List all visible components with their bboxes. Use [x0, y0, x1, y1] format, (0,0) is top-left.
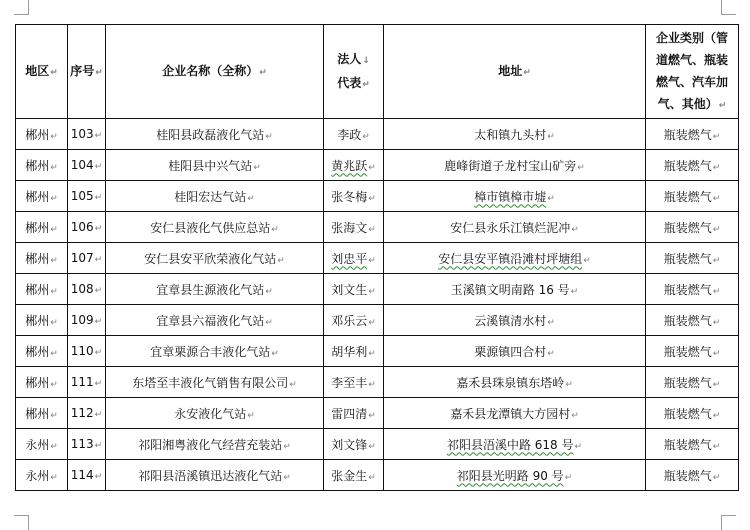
cell-rep: 刘文锋↵	[324, 429, 384, 460]
cell-address: 嘉禾县珠泉镇东塔岭↵	[384, 367, 646, 398]
cell-category: 瓶装燃气↵	[646, 181, 739, 212]
header-seq: 序号↵	[68, 25, 106, 119]
cell-seq-text: 114	[70, 468, 94, 482]
cell-category-text: 瓶装燃气	[663, 313, 712, 328]
cell-rep-text: 黄兆跃	[331, 158, 368, 173]
cell-company: 祁阳县浯溪镇迅达液化气站↵	[106, 460, 324, 491]
cell-seq-text: 110	[70, 344, 94, 358]
cell-company: 祁阳湘粤液化气经营充装站↵	[106, 429, 324, 460]
header-category-line3: 燃气、汽车加	[655, 74, 728, 89]
cell-region: 郴州↵	[16, 305, 68, 336]
cell-rep-text: 张海文	[331, 220, 368, 235]
table-row	[16, 429, 739, 460]
cell-region: 永州↵	[16, 429, 68, 460]
cell-address: 樟市镇樟市墟↵	[384, 181, 646, 212]
header-rep-line2: 代表↵	[337, 75, 370, 90]
cell-rep: 张金生↵	[324, 460, 384, 491]
header-company: 企业名称（全称）↵	[106, 25, 324, 119]
cell-category: 瓶装燃气↵	[646, 119, 739, 150]
cell-address: 安仁县安平镇沿滩村坪塘组↵	[384, 243, 646, 274]
cell-company: 宜章县生源液化气站↵	[106, 274, 324, 305]
cell-region-text: 郴州	[25, 344, 50, 359]
table-row	[16, 181, 739, 212]
cell-rep-text: 邓乐云	[331, 313, 368, 328]
cell-category-text: 瓶装燃气	[663, 127, 712, 142]
cell-category: 瓶装燃气↵	[646, 274, 739, 305]
cell-address-text: 鹿峰街道子龙村宝山矿旁	[444, 158, 577, 173]
cell-seq: 107↵	[68, 243, 106, 274]
cell-seq: 110↵	[68, 336, 106, 367]
cell-company-text: 永安液化气站	[174, 406, 247, 421]
cell-category-text: 瓶装燃气	[663, 282, 712, 297]
cell-category: 瓶装燃气↵	[646, 150, 739, 181]
cell-rep: 张海文↵	[324, 212, 384, 243]
cell-address-text: 云溪镇清水村	[474, 313, 547, 328]
cell-address: 玉溪镇文明南路 16 号↵	[384, 274, 646, 305]
cell-address-text: 太和镇九头村	[474, 127, 547, 142]
cell-seq: 104↵	[68, 150, 106, 181]
cell-seq: 112↵	[68, 398, 106, 429]
header-category	[646, 25, 739, 119]
cell-region: 郴州↵	[16, 181, 68, 212]
cell-rep: 黄兆跃↵	[324, 150, 384, 181]
cell-seq: 109↵	[68, 305, 106, 336]
cell-seq-text: 109	[70, 313, 94, 327]
cell-company: 安仁县安平欣荣液化气站↵	[106, 243, 324, 274]
cell-region-text: 郴州	[25, 406, 50, 421]
cell-company-text: 桂阳县中兴气站	[168, 158, 253, 173]
table-row	[16, 398, 739, 429]
cell-address-text: 安仁县安平镇沿滩村坪塘组	[438, 251, 583, 266]
cell-address: 祁阳县浯溪中路 618 号↵	[384, 429, 646, 460]
cell-company-text: 宜章县六福液化气站	[156, 313, 265, 328]
cell-address: 栗源镇四合村↵	[384, 336, 646, 367]
cell-company-text: 东塔至丰液化气销售有限公司	[132, 375, 289, 390]
cell-address-text: 安仁县永乐江镇烂泥冲	[450, 220, 571, 235]
cell-address-text: 嘉禾县珠泉镇东塔岭	[456, 375, 565, 390]
cell-category: 瓶装燃气↵	[646, 367, 739, 398]
cell-category-text: 瓶装燃气	[663, 158, 712, 173]
cell-category-text: 瓶装燃气	[663, 406, 712, 421]
cell-category: 瓶装燃气↵	[646, 460, 739, 491]
cell-region: 郴州↵	[16, 212, 68, 243]
cell-seq: 105↵	[68, 181, 106, 212]
cell-rep: 雷四清↵	[324, 398, 384, 429]
cell-rep-text: 刘文生	[331, 282, 368, 297]
cell-category: 瓶装燃气↵	[646, 212, 739, 243]
cell-rep-text: 刘忠平	[331, 251, 368, 266]
page-corner-mark-top-left	[14, 0, 29, 15]
header-rep	[324, 25, 384, 119]
cell-company-text: 安仁县液化气供应总站	[150, 220, 271, 235]
cell-company-text: 宜章栗源合丰液化气站	[150, 344, 271, 359]
table-row	[16, 150, 739, 181]
table-row	[16, 119, 739, 150]
cell-company: 宜章县六福液化气站↵	[106, 305, 324, 336]
cell-address-text: 樟市镇樟市墟	[474, 189, 547, 204]
cell-category-text: 瓶装燃气	[663, 468, 712, 483]
cell-company: 东塔至丰液化气销售有限公司↵	[106, 367, 324, 398]
cell-seq: 113↵	[68, 429, 106, 460]
cell-category: 瓶装燃气↵	[646, 336, 739, 367]
cell-rep: 邓乐云↵	[324, 305, 384, 336]
cell-rep: 刘忠平↵	[324, 243, 384, 274]
cell-seq: 114↵	[68, 460, 106, 491]
cell-category: 瓶装燃气↵	[646, 398, 739, 429]
cell-rep-text: 胡华利	[331, 344, 368, 359]
table-row	[16, 274, 739, 305]
cell-rep-text: 李至丰	[331, 375, 368, 390]
cell-seq: 103↵	[68, 119, 106, 150]
cell-region: 郴州↵	[16, 119, 68, 150]
cell-seq-text: 108	[70, 282, 94, 296]
cell-category: 瓶装燃气↵	[646, 243, 739, 274]
cell-category-text: 瓶装燃气	[663, 375, 712, 390]
cell-company: 桂阳县政磊液化气站↵	[106, 119, 324, 150]
cell-seq-text: 111	[70, 375, 94, 389]
cell-company-text: 祁阳湘粤液化气经营充装站	[138, 437, 283, 452]
table-row	[16, 336, 739, 367]
cell-rep-text: 李政	[337, 127, 362, 142]
cell-rep-text: 雷四清	[331, 406, 368, 421]
table-row	[16, 367, 739, 398]
cell-seq-text: 106	[70, 220, 94, 234]
page-corner-mark-bottom-right	[721, 515, 736, 530]
cell-seq: 111↵	[68, 367, 106, 398]
cell-address: 太和镇九头村↵	[384, 119, 646, 150]
cell-company-text: 祁阳县浯溪镇迅达液化气站	[138, 468, 283, 483]
page-corner-mark-top-right	[721, 0, 736, 15]
table-row	[16, 305, 739, 336]
cell-address-text: 栗源镇四合村	[474, 344, 547, 359]
cell-seq-text: 112	[70, 406, 94, 420]
cell-address: 云溪镇清水村↵	[384, 305, 646, 336]
cell-seq: 106↵	[68, 212, 106, 243]
cell-address-text: 祁阳县浯溪中路 618 号	[446, 437, 574, 452]
header-category-line1: 企业类别（管	[655, 30, 728, 45]
table-row	[16, 243, 739, 274]
cell-company: 永安液化气站↵	[106, 398, 324, 429]
cell-rep: 刘文生↵	[324, 274, 384, 305]
cell-company-text: 桂阳宏达气站	[174, 189, 247, 204]
page-corner-mark-bottom-left	[14, 515, 29, 530]
cell-company: 桂阳宏达气站↵	[106, 181, 324, 212]
cell-region: 郴州↵	[16, 336, 68, 367]
cell-category-text: 瓶装燃气	[663, 220, 712, 235]
cell-seq-text: 104	[70, 158, 94, 172]
cell-region-text: 郴州	[25, 251, 50, 266]
table-row	[16, 212, 739, 243]
cell-region-text: 郴州	[25, 375, 50, 390]
cell-address: 嘉禾县龙潭镇大方园村↵	[384, 398, 646, 429]
cell-seq-text: 107	[70, 251, 94, 265]
cell-rep: 李政↵	[324, 119, 384, 150]
cell-company: 宜章栗源合丰液化气站↵	[106, 336, 324, 367]
cell-region-text: 永州	[25, 437, 50, 452]
cell-address-text: 祁阳县光明路 90 号	[456, 468, 564, 483]
cell-category-text: 瓶装燃气	[663, 344, 712, 359]
header-category-line4: 气、其他）↵	[657, 96, 727, 111]
cell-rep-text: 张冬梅	[331, 189, 368, 204]
cell-company: 安仁县液化气供应总站↵	[106, 212, 324, 243]
cell-seq-text: 105	[70, 189, 94, 203]
header-address: 地址↵	[384, 25, 646, 119]
cell-address-text: 玉溪镇文明南路 16 号	[450, 282, 570, 297]
cell-company-text: 安仁县安平欣荣液化气站	[144, 251, 277, 266]
cell-seq-text: 103	[70, 127, 94, 141]
cell-region-text: 郴州	[25, 220, 50, 235]
header-rep-line1: 法人↓	[337, 51, 370, 66]
cell-region: 郴州↵	[16, 398, 68, 429]
cell-rep-text: 刘文锋	[331, 437, 368, 452]
cell-region-text: 郴州	[25, 282, 50, 297]
cell-category: 瓶装燃气↵	[646, 305, 739, 336]
cell-region-text: 郴州	[25, 127, 50, 142]
header-category-line2: 道燃气、瓶装	[655, 52, 728, 67]
cell-category-text: 瓶装燃气	[663, 189, 712, 204]
cell-address: 祁阳县光明路 90 号↵	[384, 460, 646, 491]
cell-company: 桂阳县中兴气站↵	[106, 150, 324, 181]
header-region: 地区↵	[16, 25, 68, 119]
cell-company-text: 宜章县生源液化气站	[156, 282, 265, 297]
cell-rep: 张冬梅↵	[324, 181, 384, 212]
cell-company-text: 桂阳县政磊液化气站	[156, 127, 265, 142]
cell-address: 安仁县永乐江镇烂泥冲↵	[384, 212, 646, 243]
cell-address: 鹿峰街道子龙村宝山矿旁↵	[384, 150, 646, 181]
cell-rep-text: 张金生	[331, 468, 368, 483]
cell-category: 瓶装燃气↵	[646, 429, 739, 460]
cell-region: 永州↵	[16, 460, 68, 491]
cell-rep: 胡华利↵	[324, 336, 384, 367]
table-row	[16, 460, 739, 491]
cell-seq: 108↵	[68, 274, 106, 305]
cell-region-text: 郴州	[25, 189, 50, 204]
header-row	[16, 25, 739, 119]
cell-region-text: 郴州	[25, 313, 50, 328]
enterprise-table	[15, 24, 739, 491]
cell-category-text: 瓶装燃气	[663, 251, 712, 266]
cell-region: 郴州↵	[16, 243, 68, 274]
cell-region: 郴州↵	[16, 274, 68, 305]
cell-region: 郴州↵	[16, 367, 68, 398]
cell-category-text: 瓶装燃气	[663, 437, 712, 452]
cell-region: 郴州↵	[16, 150, 68, 181]
cell-region-text: 郴州	[25, 158, 50, 173]
cell-rep: 李至丰↵	[324, 367, 384, 398]
cell-seq-text: 113	[70, 437, 94, 451]
cell-address-text: 嘉禾县龙潭镇大方园村	[450, 406, 571, 421]
cell-region-text: 永州	[25, 468, 50, 483]
